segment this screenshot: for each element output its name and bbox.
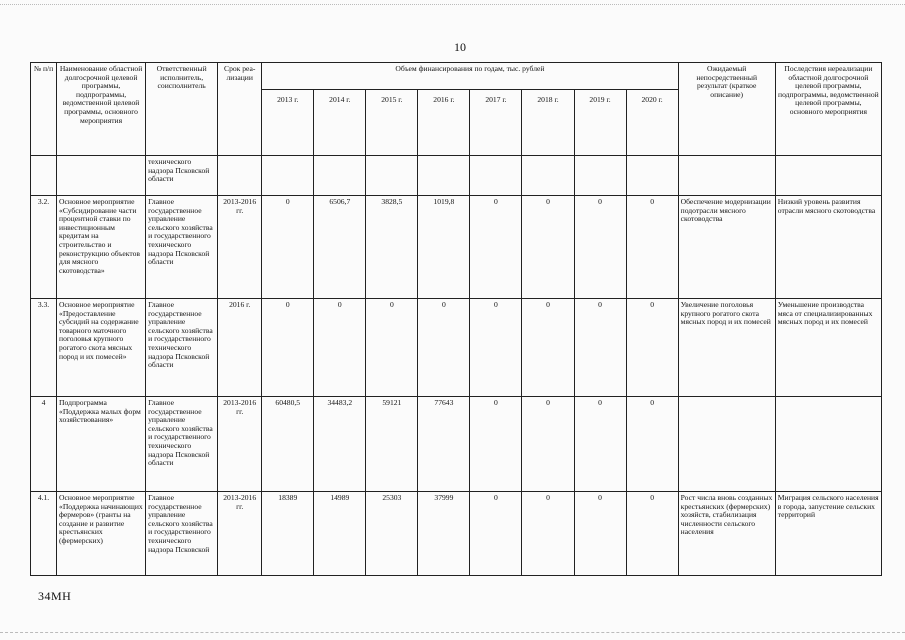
- row-value: 60480,5: [262, 397, 314, 492]
- row-executor: Главное государственное управление сельского хозяйства и государственного технического надзора Псковской области: [146, 299, 218, 397]
- row-value: 0: [470, 397, 522, 492]
- row-value: 0: [574, 299, 626, 397]
- row-consequence: [775, 397, 881, 492]
- row-no: 4: [31, 397, 57, 492]
- row-value: 77643: [418, 397, 470, 492]
- row-name: Основное мероприятие «Субсидирование части процентной ставки по инвестиционным кредитам на строительство и реконструкцию объектов для мясного скотоводства»: [57, 196, 146, 299]
- row-executor: Главное государственное управление сельского хозяйства и государственного технического надзора Псковской области: [146, 397, 218, 492]
- row-value: 0: [262, 299, 314, 397]
- scan-bottom-edge: [0, 632, 905, 633]
- row-value: 3828,5: [366, 196, 418, 299]
- row-name: Основное мероприятие «Предоставление субсидий на содержание товарного маточного поголовья крупного рогатого скота мясных пород и их помесей»: [57, 299, 146, 397]
- row-name: Подпрограмма «Поддержка малых форм хозяйствования»: [57, 397, 146, 492]
- table-row: [31, 299, 882, 397]
- row-term: 2013-2016 гг.: [218, 196, 262, 299]
- row-consequence: Низкий уровень развития отрасли мясного скотоводства: [775, 196, 881, 299]
- header-term: Срок реа- лизации: [218, 63, 262, 156]
- row-value: [626, 156, 678, 196]
- row-no: 4.1.: [31, 492, 57, 576]
- header-name: Наименование областной долгосрочной целевой программы, подпрограммы, ведомственной целевой программы, основного мероприятия: [57, 63, 146, 156]
- header-executor: Ответственный исполнитель, соисполнитель: [146, 63, 218, 156]
- row-value: 1019,8: [418, 196, 470, 299]
- row-value: [314, 156, 366, 196]
- row-value: 0: [626, 299, 678, 397]
- row-value: 0: [470, 299, 522, 397]
- row-value: 14989: [314, 492, 366, 576]
- row-term: 2016 г.: [218, 299, 262, 397]
- row-value: 59121: [366, 397, 418, 492]
- row-value: [522, 156, 574, 196]
- row-no: 3.2.: [31, 196, 57, 299]
- year-header: 2018 г.: [522, 90, 574, 156]
- row-value: 0: [522, 492, 574, 576]
- row-value: [470, 156, 522, 196]
- table-row: [31, 492, 882, 576]
- row-value: 0: [626, 397, 678, 492]
- row-value: 0: [418, 299, 470, 397]
- row-value: 0: [262, 196, 314, 299]
- header-consequence: Последствия нереализации областной долгосрочной целевой программы, подпрограммы, ведомственной целевой программы, основного мероприятия: [775, 63, 881, 156]
- table-row: [31, 397, 882, 492]
- row-value: 0: [314, 299, 366, 397]
- row-value: 0: [470, 196, 522, 299]
- header-row-top: [31, 63, 882, 90]
- table-row: [31, 196, 882, 299]
- row-value: 0: [574, 196, 626, 299]
- row-executor: Главное государственное управление сельского хозяйства и государственного технического надзора Псковской области: [146, 196, 218, 299]
- row-term: 2013-2016 гг.: [218, 492, 262, 576]
- year-header: 2015 г.: [366, 90, 418, 156]
- row-value: [366, 156, 418, 196]
- row-value: 0: [522, 196, 574, 299]
- row-value: 0: [522, 299, 574, 397]
- year-header: 2020 г.: [626, 90, 678, 156]
- year-header: 2013 г.: [262, 90, 314, 156]
- row-value: [262, 156, 314, 196]
- row-result: Увеличение поголовья крупного рогатого скота мясных пород и их помесей: [678, 299, 775, 397]
- row-consequence: [775, 156, 881, 196]
- row-value: 0: [366, 299, 418, 397]
- row-executor: технического надзора Псковской области: [146, 156, 218, 196]
- year-header: 2017 г.: [470, 90, 522, 156]
- row-result: Обеспечение модернизации подотрасли мясного скотоводства: [678, 196, 775, 299]
- row-term: 2013-2016 гг.: [218, 397, 262, 492]
- row-name: Основное мероприятие «Поддержка начинающих фермеров» (гранты на создание и развитие крестьянских (фермерских): [57, 492, 146, 576]
- row-value: 18389: [262, 492, 314, 576]
- row-result: [678, 397, 775, 492]
- row-result: [678, 156, 775, 196]
- row-value: 0: [626, 196, 678, 299]
- row-value: 34483,2: [314, 397, 366, 492]
- row-value: [418, 156, 470, 196]
- financing-table: [30, 62, 882, 576]
- header-result: Ожидаемый непосредственный результат (краткое описание): [678, 63, 775, 156]
- row-term: [218, 156, 262, 196]
- row-value: [574, 156, 626, 196]
- year-header: 2014 г.: [314, 90, 366, 156]
- footer-code: 34МН: [38, 589, 72, 603]
- row-value: 0: [470, 492, 522, 576]
- row-result: Рост числа вновь созданных крестьянских (фермерских) хозяйств, стабилизация численности сельского населения: [678, 492, 775, 576]
- page-number: 10: [454, 40, 466, 54]
- row-executor: Главное государственное управление сельского хозяйства и государственного технического надзора Псковской: [146, 492, 218, 576]
- row-value: 6506,7: [314, 196, 366, 299]
- table-row: [31, 156, 882, 196]
- row-value: 25303: [366, 492, 418, 576]
- row-no: 3.3.: [31, 299, 57, 397]
- row-consequence: Миграция сельского населения в города, запустение сельских территорий: [775, 492, 881, 576]
- year-header: 2019 г.: [574, 90, 626, 156]
- header-financing: Объем финансирования по годам, тыс. рублей: [262, 63, 678, 90]
- header-no: № п/п: [31, 63, 57, 156]
- row-consequence: Уменьшение производства мяса от специализированных мясных пород и их помесей: [775, 299, 881, 397]
- row-name: [57, 156, 146, 196]
- row-value: 0: [522, 397, 574, 492]
- row-value: 0: [626, 492, 678, 576]
- year-header: 2016 г.: [418, 90, 470, 156]
- row-value: 0: [574, 492, 626, 576]
- row-value: 37999: [418, 492, 470, 576]
- row-value: 0: [574, 397, 626, 492]
- scan-top-edge: [0, 4, 905, 5]
- row-no: [31, 156, 57, 196]
